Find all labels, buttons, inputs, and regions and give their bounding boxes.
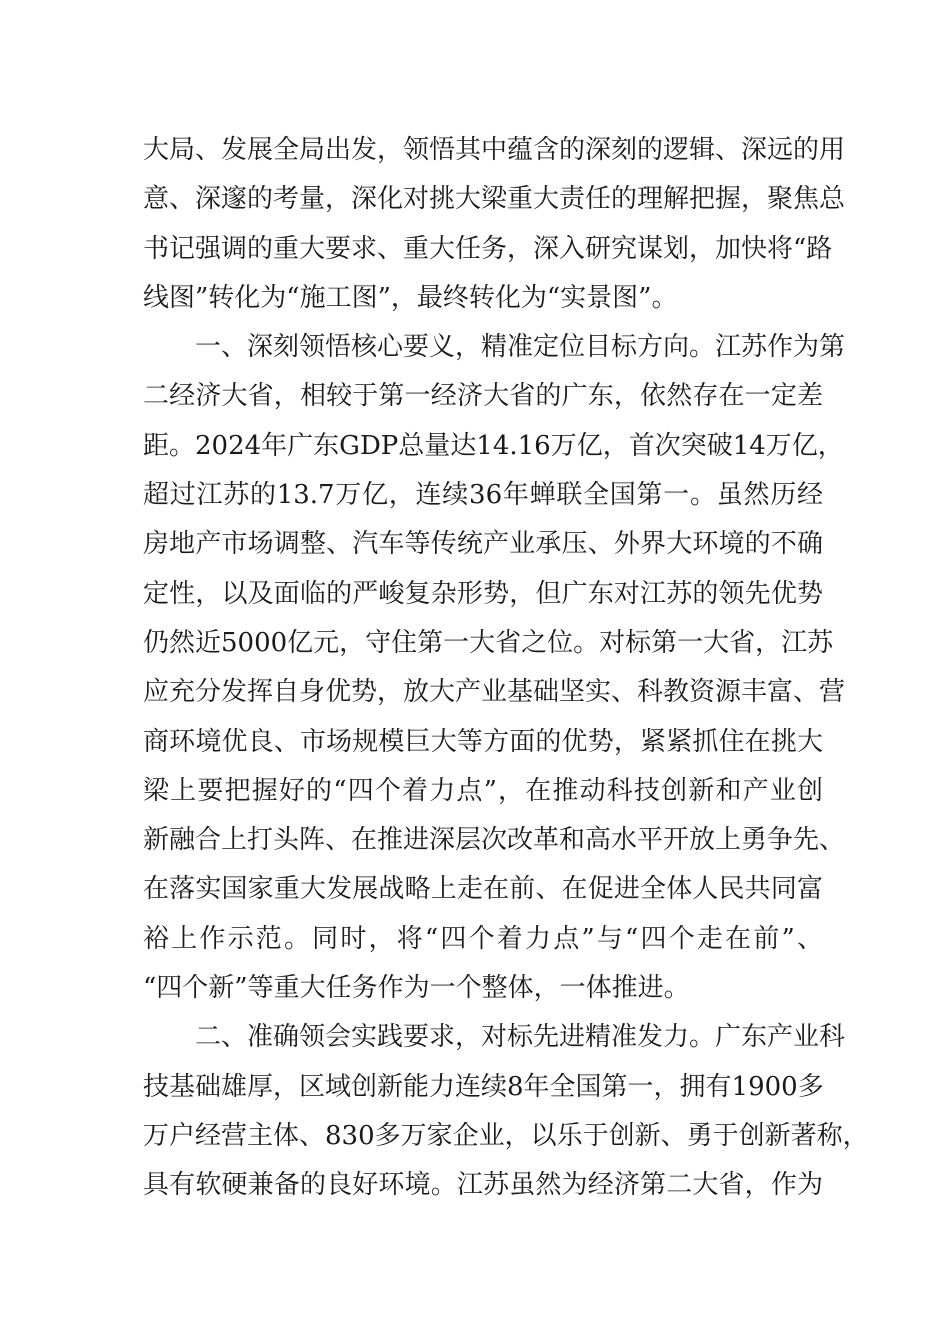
paragraph-line: 万户经营主体、830多万家企业，以乐于创新、勇于创新著称， <box>143 1120 869 1151</box>
paragraph-line: 二经济大省，相较于第一经济大省的广东，依然存在一定差 <box>143 381 823 412</box>
paragraph-line: 应充分发挥自身优势，放大产业基础坚实、科教资源丰富、营 <box>143 677 846 708</box>
paragraph-line: 梁上要把握好的“四个着力点”，在推动科技创新和产业创 <box>143 775 823 806</box>
paragraph-line: 在落实国家重大发展战略上走在前、在促进全体人民共同富 <box>143 874 823 905</box>
paragraph-line: 超过江苏的13.7万亿，连续36年蝉联全国第一。虽然历经 <box>143 480 823 511</box>
paragraph-line: “四个新”等重大任务作为一个整体，一体推进。 <box>143 973 690 1004</box>
paragraph-line: 线图”转化为“施工图”，最终转化为“实景图”。 <box>143 282 678 313</box>
paragraph-line: 新融合上打头阵、在推进深层次改革和高水平开放上勇争先、 <box>143 825 846 856</box>
paragraph-line: 裕上作示范。同时，将“四个着力点”与“四个走在前”、 <box>143 923 823 954</box>
paragraph-line: 大局、发展全局出发，领悟其中蕴含的深刻的逻辑、深远的用 <box>143 135 846 165</box>
paragraph-line: 一、深刻领悟核心要义，精准定位目标方向。江苏作为第 <box>195 332 846 363</box>
paragraph-line: 仍然近5000亿元，守住第一大省之位。对标第一大省，江苏 <box>143 627 834 658</box>
paragraph-line: 定性，以及面临的严峻复杂形势，但广东对江苏的领先优势 <box>143 578 823 609</box>
paragraph-line: 具有软硬兼备的良好环境。江苏虽然为经济第二大省，作为 <box>143 1170 823 1201</box>
paragraph-line: 技基础雄厚，区域创新能力连续8年全国第一，拥有1900多 <box>143 1071 824 1102</box>
document-body <box>143 126 869 1211</box>
paragraph-line: 商环境优良、市场规模巨大等方面的优势，紧紧抓住在挑大 <box>143 726 823 757</box>
paragraph-line: 二、准确领会实践要求，对标先进精准发力。广东产业科 <box>195 1022 846 1053</box>
paragraph-line: 距。2024年广东GDP总量达14.16万亿，首次突破14万亿， <box>143 430 844 461</box>
paragraph-line: 房地产市场调整、汽车等传统产业承压、外界大环境的不确 <box>143 529 823 560</box>
paragraph-line: 书记强调的重大要求、重大任务，深入研究谋划，加快将“路 <box>143 233 833 264</box>
paragraph-line: 意、深邃的考量，深化对挑大梁重大责任的理解把握，聚焦总 <box>143 184 846 215</box>
